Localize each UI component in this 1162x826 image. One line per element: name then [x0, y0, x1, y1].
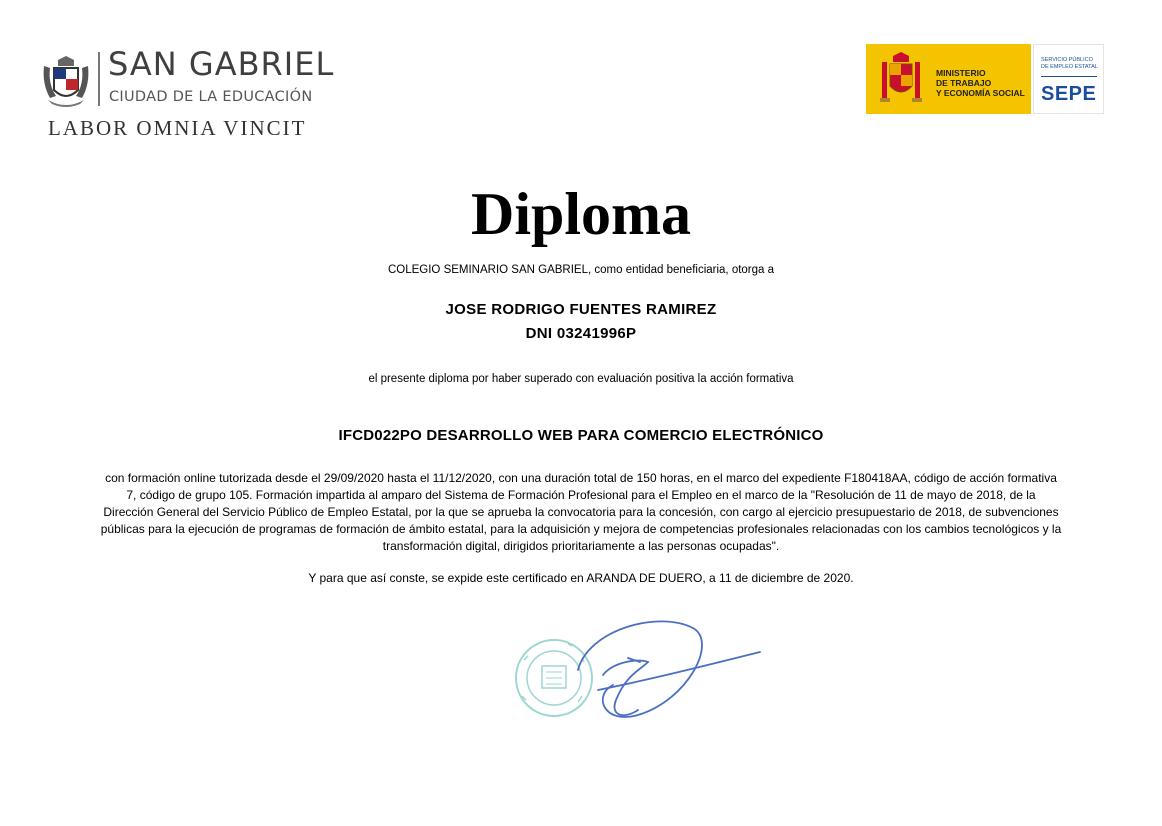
intro-text: COLEGIO SEMINARIO SAN GABRIEL, como entidad beneficiaria, otorga a — [387, 264, 775, 276]
spain-coat-of-arms-icon — [878, 52, 924, 106]
ministry-line-3: Y ECONOMÍA SOCIAL — [936, 88, 1025, 98]
signature-stamp — [498, 600, 766, 760]
sepe-small-text — [1041, 57, 1098, 71]
recipient-name: JOSE RODRIGO FUENTES RAMIREZ — [445, 301, 717, 318]
ministry-block — [866, 44, 1031, 114]
stamp-icon — [516, 640, 592, 716]
sepe-block — [1033, 44, 1104, 114]
diploma-title: Diploma — [470, 181, 692, 247]
course-details: con formación online tutorizada desde el 29/09/2020 hasta el 11/12/2020, con una duración total de 150 horas, en el marco del expediente F180418AA, código de acción formativa 7, código de grupo 105. Formación impartida al amparo del Sistema de Formación Profesional para el Empleo en el marco de la "Resolución de 11 de mayo de 2018, de la Dirección General del Servicio Público de Empleo Estatal, por la que se aprueba la convocatoria para la concesión, con cargo al ejercicio presupuestario de 2018, de subvenciones públicas para la ejecución de programas de formación de ámbito estatal, para la adquisición y mejora de competencias profesionales relacionadas con los cambios tecnológicos y la transformación digital, dirigidos prioritariamente a las personas ocupadas". — [100, 471, 1062, 553]
closing-text: Y para que así conste, se expide este certificado en ARANDA DE DUERO, a 11 de diciembre de 2020. — [308, 571, 854, 585]
crest-icon — [40, 54, 92, 110]
sepe-rule — [1041, 76, 1097, 77]
ministry-line-1: MINISTERIO — [936, 68, 986, 78]
sepe-wordmark: SEPE — [1041, 83, 1097, 105]
course-title: IFCD022PO DESARROLLO WEB PARA COMERCIO ELECTRÓNICO — [338, 427, 824, 444]
signature-icon — [578, 621, 760, 717]
logo-name: SAN GABRIEL — [108, 45, 335, 83]
logo-subtitle: CIUDAD DE LA EDUCACIÓN — [109, 89, 313, 105]
sepe-small-line-1: SERVICIO PÚBLICO — [1041, 57, 1093, 63]
logo-motto: LABOR OMNIA VINCIT — [48, 116, 307, 140]
san-gabriel-logo — [40, 45, 335, 142]
ministry-sepe-logo — [866, 44, 1104, 114]
sepe-small-line-2: DE EMPLEO ESTATAL — [1041, 64, 1098, 70]
ministry-text — [936, 68, 1025, 98]
ministry-line-2: DE TRABAJO — [936, 78, 992, 88]
statement-text: el presente diploma por haber superado con evaluación positiva la acción formativa — [368, 373, 794, 385]
recipient-dni: DNI 03241996P — [525, 325, 637, 342]
logo-divider — [98, 52, 100, 106]
